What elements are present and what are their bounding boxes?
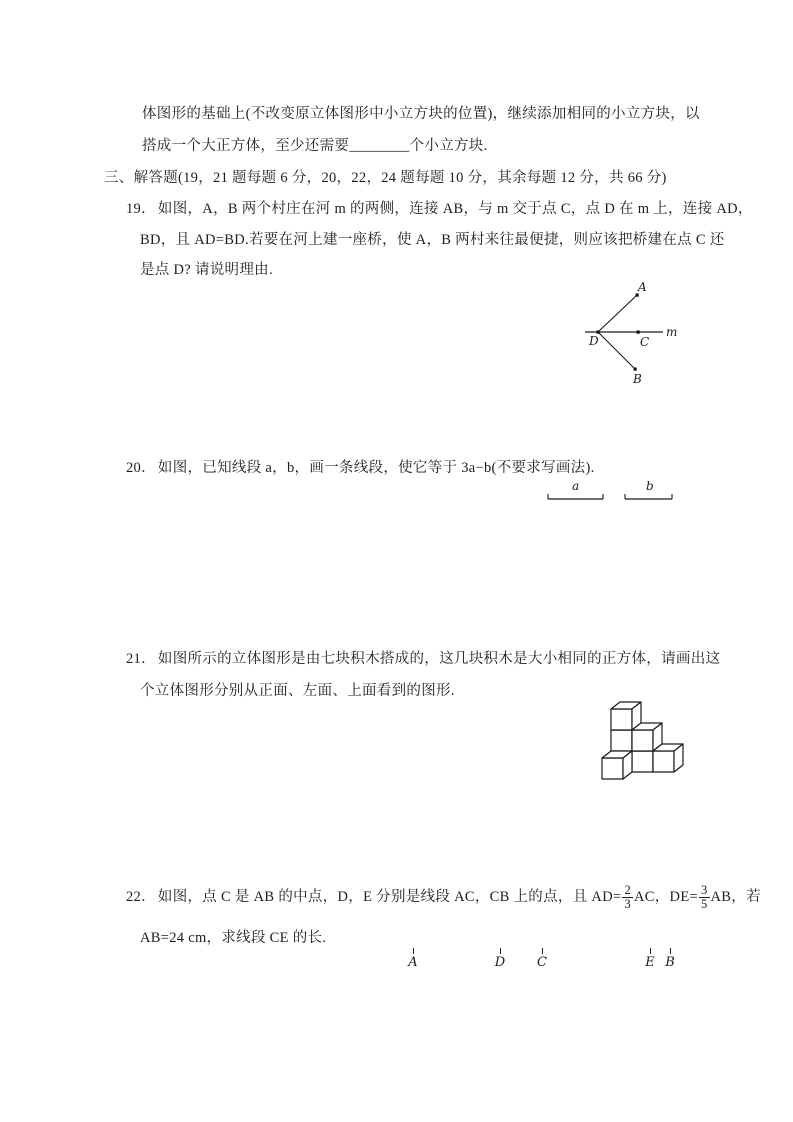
q22-line1-part-a: 如图，点 C 是 AB 的中点，D，E 分别是线段 AC，CB 上的点，且 AD= bbox=[157, 888, 622, 905]
point-label: A bbox=[408, 955, 418, 970]
q21-cube-figure bbox=[597, 698, 695, 784]
q21-line-1 bbox=[126, 649, 720, 669]
q20-number: 20． bbox=[126, 460, 156, 476]
section-heading: 三、解答题(19，21 题每题 6 分，20，22，24 题每题 10 分，其余每题 12 分，共 66 分) bbox=[104, 170, 667, 186]
q21-line1-text: 如图所示的立体图形是由七块积木搭成的，这几块积木是大小相同的正方体，请画出这 bbox=[157, 651, 721, 667]
tick-mark bbox=[413, 948, 414, 954]
q22-line-2: AB=24 cm，求线段 CE 的长. bbox=[140, 930, 327, 946]
q20-line1-text: 如图，已知线段 a，b，画一条线段，使它等于 3a−b(不要求写画法). bbox=[157, 460, 595, 476]
q22-point-C bbox=[534, 948, 550, 970]
q22-point-B bbox=[662, 948, 678, 970]
q22-point-E bbox=[642, 948, 658, 970]
q22-line-1 bbox=[126, 884, 761, 911]
q21-number: 21． bbox=[126, 651, 156, 667]
fraction-numerator: 2 bbox=[624, 883, 632, 897]
q21-line-2: 个立体图形分别从正面、左面、上面看到的图形. bbox=[140, 683, 455, 699]
point-label: C bbox=[537, 955, 547, 970]
tick-mark bbox=[500, 948, 501, 954]
q22-line1-part-b: AC，DE= bbox=[634, 888, 698, 905]
fraction-two-thirds bbox=[622, 884, 633, 911]
point-B-dot bbox=[634, 368, 637, 371]
tick-mark bbox=[670, 948, 671, 954]
q19-figure bbox=[578, 278, 690, 390]
point-C-dot bbox=[637, 331, 640, 334]
fraction-three-fifths bbox=[699, 884, 710, 911]
q22-line1-part-c: AB，若 bbox=[710, 888, 761, 905]
fraction-denominator: 3 bbox=[624, 897, 632, 912]
q19-number: 19． bbox=[126, 201, 156, 217]
label-D: D bbox=[589, 334, 599, 348]
segment-DA bbox=[598, 295, 637, 332]
q22-point-A bbox=[405, 948, 421, 970]
q20-segment-b bbox=[620, 478, 676, 504]
label-b: b bbox=[646, 479, 654, 493]
cube-front bbox=[602, 751, 632, 779]
tick-mark bbox=[650, 948, 651, 954]
intro-line-1: 体图形的基础上(不改变原立体图形中小立方块的位置)，继续添加相同的小立方块，以 bbox=[142, 106, 700, 122]
q19-line-3: 是点 D? 请说明理由. bbox=[140, 262, 273, 278]
q19-line-1 bbox=[126, 199, 753, 219]
intro-line-2: 搭成一个大正方体，至少还需要________个小立方块. bbox=[142, 138, 488, 154]
q20-segment-a bbox=[544, 478, 608, 504]
segment-DB bbox=[598, 332, 635, 369]
fraction-numerator: 3 bbox=[700, 883, 708, 897]
label-m: m bbox=[666, 325, 678, 339]
point-label: E bbox=[645, 955, 655, 970]
cube-col2-row0 bbox=[653, 744, 683, 772]
label-C: C bbox=[640, 335, 650, 349]
q20-line-1 bbox=[126, 458, 595, 478]
point-label: D bbox=[494, 955, 506, 970]
fraction-denominator: 5 bbox=[700, 897, 708, 912]
q19-line-2: BD，且 AD=BD.若要在河上建一座桥，使 A，B 两村来往最便捷，则应该把桥建在点 C 还 bbox=[140, 232, 725, 248]
tick-mark bbox=[542, 948, 543, 954]
point-label: B bbox=[665, 955, 675, 970]
q22-point-D bbox=[492, 948, 508, 970]
label-A: A bbox=[638, 280, 647, 294]
label-B: B bbox=[633, 372, 642, 386]
q22-number: 22． bbox=[126, 888, 156, 905]
q19-line1-text: 如图，A，B 两个村庄在河 m 的两侧，连接 AB，与 m 交于点 C，点 D 在 m 上，连接 AD， bbox=[157, 201, 753, 217]
label-a: a bbox=[572, 479, 580, 493]
